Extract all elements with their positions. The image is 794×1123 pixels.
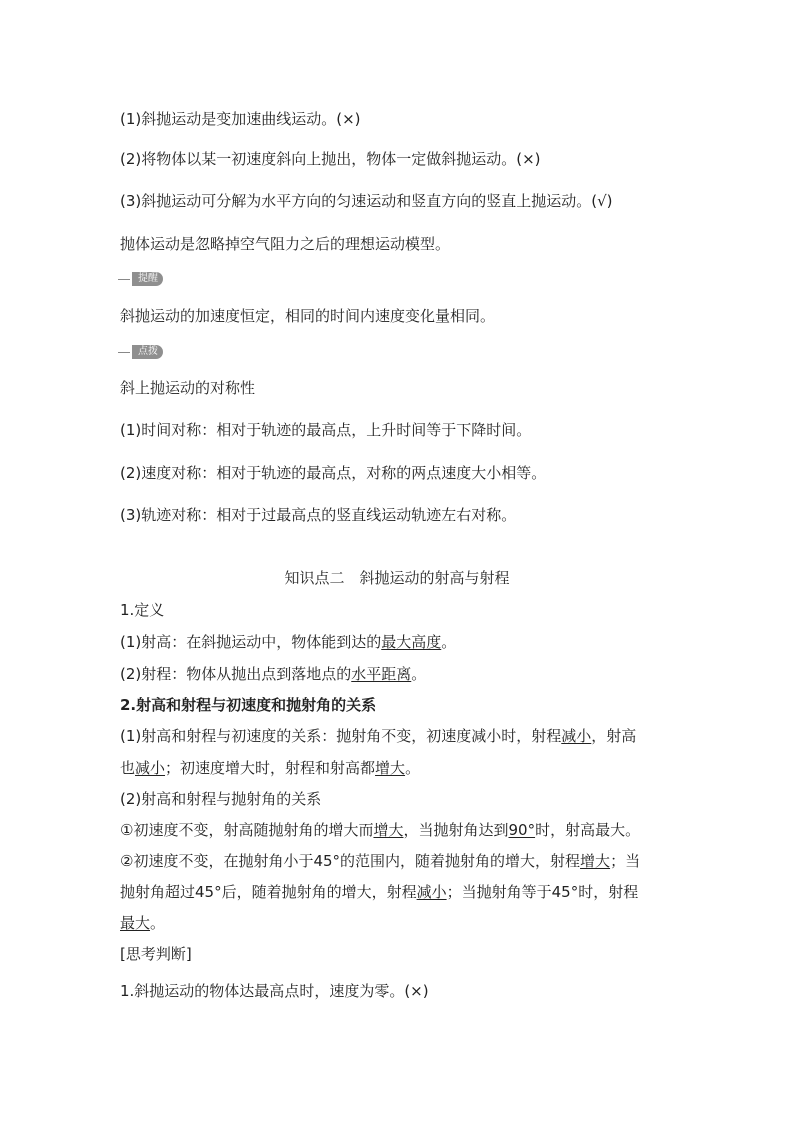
text: ，当抛射角达到 — [403, 821, 509, 839]
text: 时，射高最大。 — [535, 821, 641, 839]
tag-line — [118, 279, 130, 280]
tip-label: 提醒 — [132, 272, 163, 286]
relation-2-case-2-line-3 — [120, 912, 694, 934]
tag-line — [118, 352, 130, 353]
relation-2-case-2-line-1 — [120, 850, 694, 872]
text: 。 — [150, 914, 166, 932]
text: (2)射程：物体从抛出点到落地点的 — [120, 665, 352, 683]
hint-tag — [118, 345, 163, 359]
definition-title: 1.定义 — [120, 601, 165, 619]
hint-item-2: (2)速度对称：相对于轨迹的最高点，对称的两点速度大小相等。 — [120, 464, 547, 482]
hint-label: 点拨 — [132, 345, 163, 359]
relation-1-line-1 — [120, 725, 694, 747]
section-heading: 知识点二 斜抛运动的射高与射程 — [284, 569, 510, 587]
hint-title: 斜上抛运动的对称性 — [120, 379, 256, 397]
tip-text: 斜抛运动的加速度恒定，相同的时间内速度变化量相同。 — [120, 307, 496, 325]
text: 抛射角超过45°后，随着抛射角的增大，射程 — [120, 883, 417, 901]
text: 。 — [405, 759, 421, 777]
relation-2-title: (2)射高和射程与抛射角的关系 — [120, 790, 322, 808]
text: 也 — [120, 759, 136, 777]
text: ②初速度不变，在抛射角小于45°的范围内，随着抛射角的增大，射程 — [120, 852, 581, 870]
text: ；当 — [610, 852, 641, 870]
text: (1)射高和射程与初速度的关系：抛射角不变，初速度减小时，射程 — [120, 727, 562, 745]
text: 。 — [441, 633, 457, 651]
relation-title: 2.射高和射程与初速度和抛射角的关系 — [120, 696, 377, 714]
judge-title: [思考判断] — [120, 945, 192, 963]
hint-item-3: (3)轨迹对称：相对于过最高点的竖直线运动轨迹左右对称。 — [120, 506, 517, 524]
answer: 90° — [508, 821, 536, 839]
definition-2 — [120, 663, 694, 685]
text: (1)射高：在斜抛运动中，物体能到达的 — [120, 633, 382, 651]
tip-tag — [118, 272, 163, 286]
judge-item-1: 1.斜抛运动的物体达最高点时，速度为零。(×) — [120, 982, 429, 1000]
answer: 增大 — [373, 821, 404, 839]
answer: 水平距离 — [351, 665, 412, 683]
answer: 增大 — [580, 852, 611, 870]
text: 。 — [411, 665, 427, 683]
relation-1-line-2 — [120, 757, 694, 779]
text: ；初速度增大时，射程和射高都 — [165, 759, 376, 777]
answer: 减小 — [416, 883, 447, 901]
note-text: 抛体运动是忽略掉空气阻力之后的理想运动模型。 — [120, 235, 451, 253]
relation-2-case-1 — [120, 819, 694, 841]
statement-2: (2)将物体以某一初速度斜向上抛出，物体一定做斜抛运动。(×) — [120, 150, 541, 168]
text: ，射高 — [591, 727, 637, 745]
answer: 减小 — [561, 727, 592, 745]
answer: 最大 — [120, 914, 151, 932]
answer: 增大 — [375, 759, 406, 777]
hint-item-1: (1)时间对称：相对于轨迹的最高点，上升时间等于下降时间。 — [120, 421, 532, 439]
relation-2-case-2-line-2 — [120, 881, 694, 903]
statement-3: (3)斜抛运动可分解为水平方向的匀速运动和竖直方向的竖直上抛运动。(√) — [120, 192, 613, 210]
definition-1 — [120, 631, 694, 653]
statement-1: (1)斜抛运动是变加速曲线运动。(×) — [120, 110, 361, 128]
answer: 减小 — [135, 759, 166, 777]
answer: 最大高度 — [381, 633, 442, 651]
text: ；当抛射角等于45°时，射程 — [446, 883, 639, 901]
text: ①初速度不变，射高随抛射角的增大而 — [120, 821, 374, 839]
